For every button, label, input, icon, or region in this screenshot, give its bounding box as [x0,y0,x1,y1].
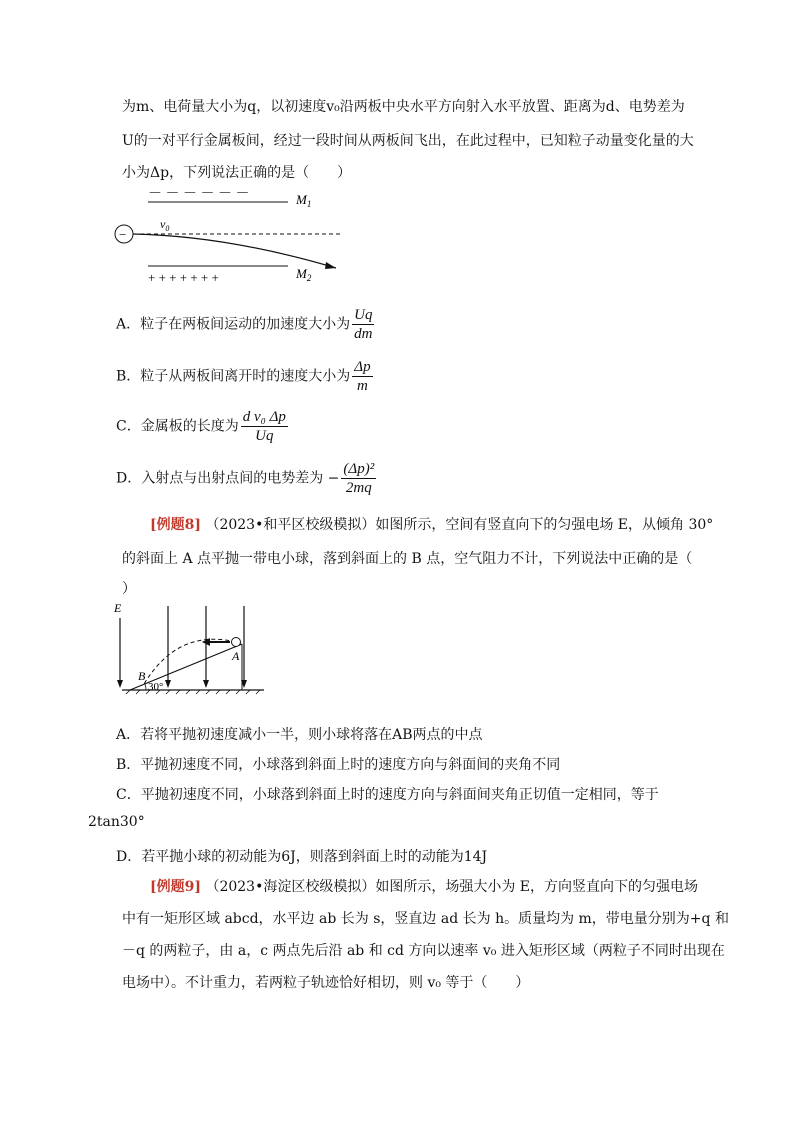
fraction-numerator: Uq [354,307,373,323]
q8-line-2: 的斜面上 A 点平抛一带电小球，落到斜面上的 B 点，空气阻力不计，下列说法中正确的是（ [122,551,693,567]
fraction-denominator: m [357,378,368,394]
q9-line-1-text: （2023•海淀区校级模拟）如图所示，场强大小为 E，方向竖直向下的匀强电场 [205,879,699,895]
q8-option-c-line-2: 2tan30° [88,814,145,830]
q7-line-1: 为m、电荷量大小为q，以初速度v₀沿两板中央水平方向射入水平放置、距离为d、电势差为 [122,99,685,115]
e-field-label: E [114,601,122,615]
ball-trajectory [144,639,236,684]
field-arrow [203,680,209,688]
fraction-numerator: d v₀ Δp [242,409,286,425]
angle-arc [145,684,146,690]
q7-line-2: U的一对平行金属板间，经过一段时间从两板间飞出，在此过程中，已知粒子动量变化量的大 [122,133,694,149]
q7-option-c-text: C．金属板的长度为 [116,418,239,435]
q7-option-c [116,408,288,445]
fraction-denominator: dm [354,326,373,342]
bottom-plate-charges: + + + + + + + [148,270,219,284]
q7-option-a [116,306,374,343]
q9-line-4: 电场中）。不计重力，若两粒子轨迹恰好相切，则 v₀ 等于（ ） [122,975,530,991]
q7-option-c-fraction [241,408,288,445]
fraction-numerator: (Δp)² [343,461,375,477]
particle-trajectory [133,234,336,268]
q9-tag: [例题9] [150,879,201,895]
q8-option-c-line-1: C．平抛初速度不同，小球落到斜面上时的速度方向与斜面间夹角正切值一定相同，等于 [116,787,659,803]
q8-line-3: ） [122,581,136,597]
m1-label: $M_1$ [296,192,312,209]
fraction-denominator: 2mq [345,480,372,496]
q8-option-a: A．若将平抛初速度减小一半，则小球将落在AB两点的中点 [116,727,483,743]
q7-option-b-text: B．粒子从两板间离开时的速度大小为 [116,368,351,385]
m2-label: $M_2$ [296,266,312,283]
parallel-plates-figure [108,184,348,284]
q8-option-d: D．若平抛小球的初动能为6J，则落到斜面上时的动能为14J [116,849,488,865]
point-a-label: A [232,649,240,663]
trajectory-arrow [325,262,336,269]
q7-option-d-text: D．入射点与出射点间的电势差为 − [116,470,340,487]
point-b-label: B [138,669,146,683]
q7-option-b [116,358,373,395]
q7-option-d-fraction [341,460,376,497]
q8-option-b: B．平抛初速度不同，小球落到斜面上时的速度方向与斜面间的夹角不同 [116,757,561,773]
q7-option-a-fraction [352,306,374,343]
q8-line-1 [150,514,713,534]
incline-surface [130,644,242,690]
q7-line-3: 小为Δp，下列说法正确的是（ ） [122,165,352,181]
incline-field-figure [108,598,268,700]
field-arrow [165,680,171,688]
angle-label: 30° [148,681,164,693]
q8-tag: [例题8] [150,517,201,533]
v0-label: $v_0$ [160,217,170,233]
field-arrow [117,680,123,688]
q9-line-3: －q 的两粒子，由 a，c 两点先后沿 ab 和 cd 方向以速率 v₀ 进入矩形区域（两粒子不同时出现在 [122,943,725,959]
q9-line-1 [150,876,698,896]
ball [232,638,241,647]
particle-sign: − [119,227,127,242]
q7-option-d [116,460,376,497]
q9-line-2: 中有一矩形区域 abcd，水平边 ab 长为 s，竖直边 ad 长为 h。质量均为 m，带电量分别为+q 和 [122,911,729,927]
top-plate-charges: － － － － － － [148,187,250,202]
q7-option-a-text: A．粒子在两板间运动的加速度大小为 [116,316,351,333]
fraction-numerator: Δp [354,359,371,375]
q7-option-b-fraction [352,358,372,395]
fraction-denominator: Uq [255,428,274,444]
q8-line-1-text: （2023•和平区校级模拟）如图所示，空间有竖直向下的匀强电场 E，从倾角 30° [205,517,714,533]
